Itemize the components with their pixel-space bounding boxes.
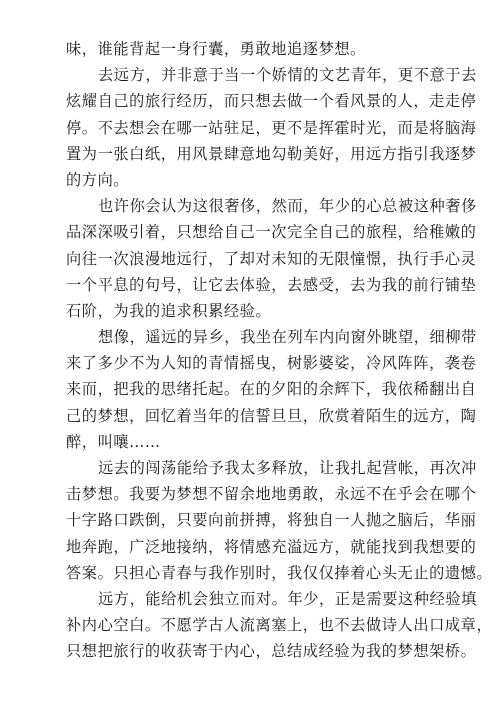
text-line: 答案。只担心青春与我作别时，我仅仅捧着心头无止的遗憾。 [66, 563, 493, 582]
text-line: 想像，遥远的异乡，我坐在列车内向窗外眺望，细柳带 [98, 328, 477, 347]
text-line: 也许你会认为这很奢侈，然而，年少的心总被这种奢侈 [98, 197, 477, 216]
text-line: 击梦想。我要为梦想不留余地地勇敢，永远不在乎会在哪个 [66, 485, 477, 504]
text-line: 远方，能给机会独立而对。年少，正是需要这种经验填 [98, 589, 477, 608]
text-line: 一个平息的句号，让它去体验，去感受，去为我的前行铺垫 [66, 275, 477, 294]
text-line: 只想把旅行的收获寄于内心，总结成经验为我的梦想架桥。 [66, 642, 477, 661]
text-line: 远去的闯荡能给予我太多释放，让我扎起营帐，再次冲 [98, 459, 477, 477]
text-line: 醉，叫嚷…… [66, 432, 161, 451]
text-line: 来了多少不为人知的青情摇曳，树影婆娑，冷风阵阵，袭卷 [66, 354, 477, 373]
text-line: 炫耀自己的旅行经历，而只想去做一个看风景的人，走走停 [66, 92, 477, 111]
text-line: 补内心空白。不愿学古人流离塞上，也不去做诗人出口成章， [66, 616, 493, 635]
text-line: 地奔跑，广泛地接纳，将情感充溢远方，就能找到我想要的 [66, 537, 477, 556]
text-line: 停。不去想会在哪一站驻足，更不是挥霍时光，而是将脑海 [66, 118, 477, 137]
text-line: 向往一次浪漫地远行，了却对未知的无限憧憬，执行手心灵 [66, 249, 477, 268]
text-line: 置为一张白纸，用风景肆意地勾勒美好，用远方指引我逐梦 [66, 144, 477, 163]
text-line: 去远方，并非意于当一个娇情的文艺青年，更不意于去 [98, 66, 477, 85]
text-line: 来而，把我的思绪托起。在的夕阳的余辉下，我依稀翻出自 [66, 380, 477, 399]
text-line: 品深深吸引着，只想给自己一次完全自己的旅程，给稚嫩的 [66, 223, 477, 242]
text-line: 石阶，为我的追求积累经验。 [66, 301, 272, 320]
text-line: 己的梦想，回忆着当年的信誓旦旦，欣赏着陌生的远方，陶 [66, 406, 477, 425]
text-line: 的方向。 [66, 170, 130, 189]
body-text [66, 36, 493, 665]
text-line: 十字路口跌倒，只要向前拼搏，将独自一人抛之脑后，华丽 [66, 511, 477, 530]
text-line: 味，谁能背起一身行囊，勇敢地追逐梦想。 [66, 40, 366, 58]
